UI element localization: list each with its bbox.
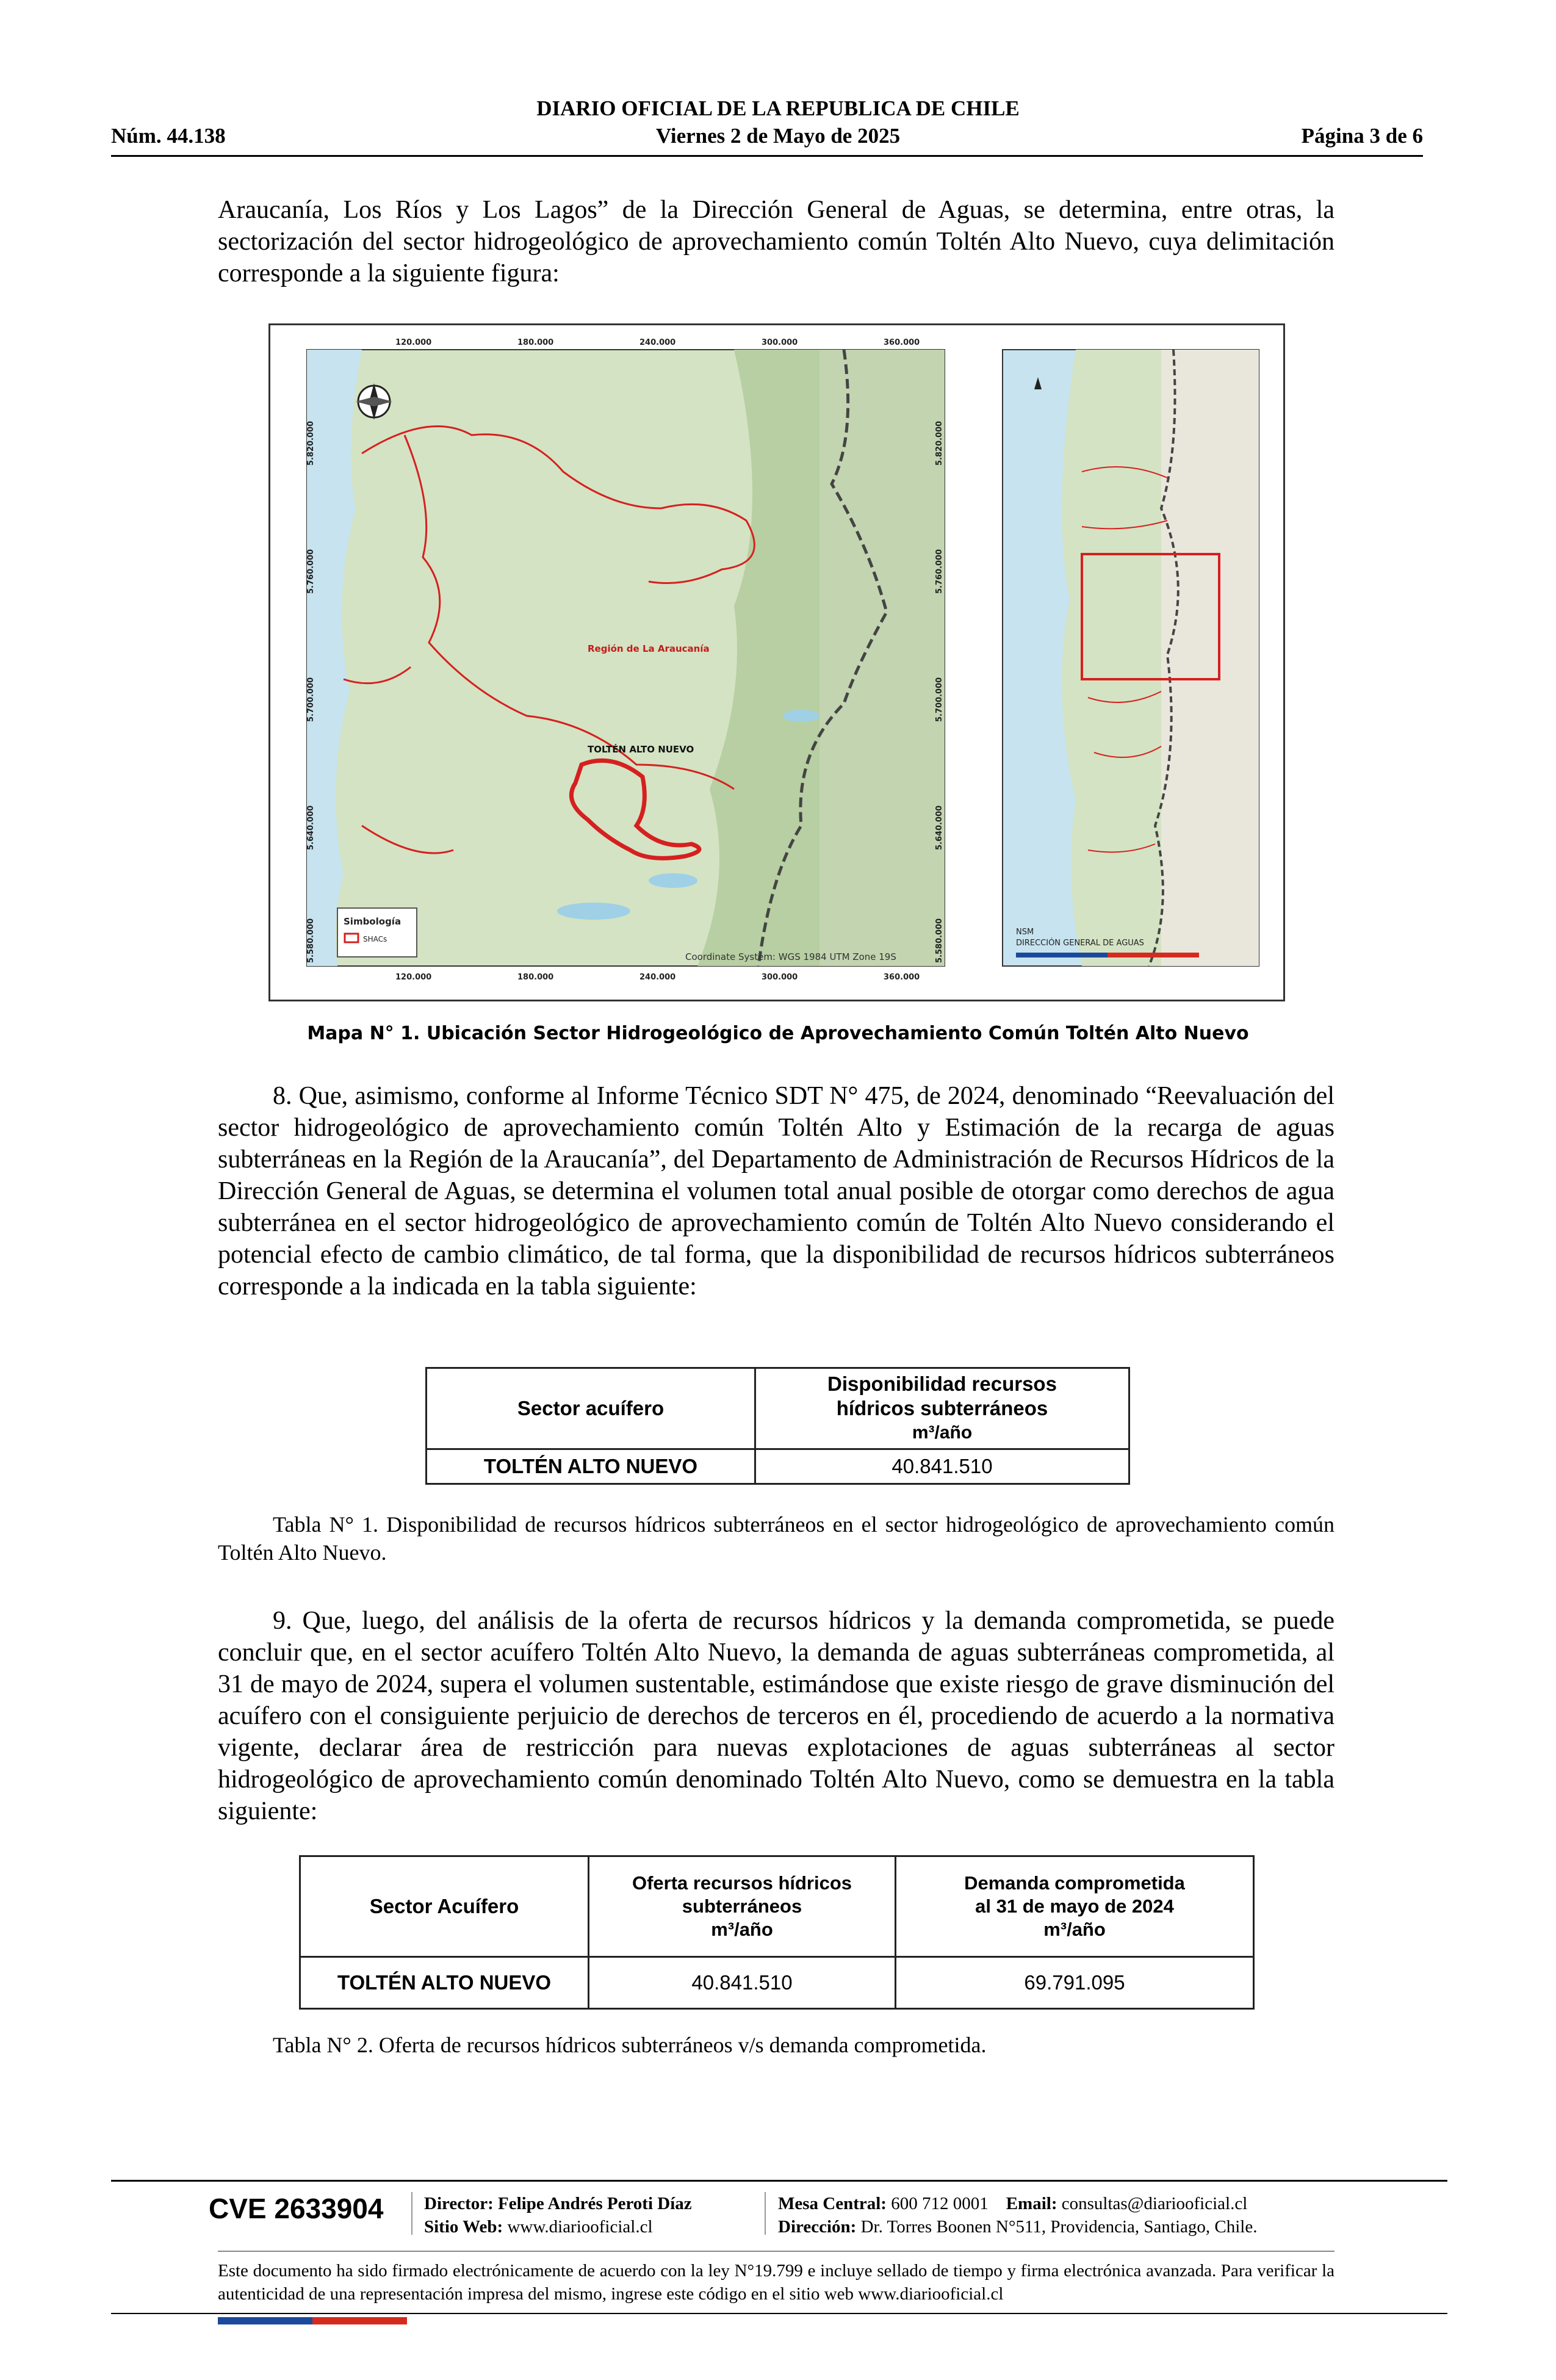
address-value: Dr. Torres Boonen N°511, Providencia, Santiago, Chile. bbox=[860, 2217, 1258, 2237]
map-legend bbox=[337, 908, 417, 957]
table2-header-sector: Sector Acuífero bbox=[300, 1856, 589, 1957]
issue-date: Viernes 2 de Mayo de 2025 bbox=[655, 124, 901, 148]
table2-header-demand bbox=[896, 1856, 1254, 1957]
footer-divider bbox=[111, 2180, 1447, 2182]
director-label: Director: bbox=[424, 2194, 494, 2213]
location-map bbox=[268, 323, 1285, 1001]
table1-header-availability bbox=[755, 1368, 1129, 1449]
map-x-tick: 300.000 bbox=[762, 338, 798, 347]
map-y-tick: 5.700.000 bbox=[306, 677, 315, 722]
mesa-phone: 600 712 0001 bbox=[891, 2194, 989, 2213]
map-x-tick: 360.000 bbox=[884, 338, 920, 347]
map-y-tick: 5.760.000 bbox=[935, 549, 944, 594]
map-region-label: Región de La Araucanía bbox=[588, 643, 710, 654]
table1-header-sector: Sector acuífero bbox=[427, 1368, 755, 1449]
map-y-tick: 5.700.000 bbox=[935, 677, 944, 722]
map-y-tick: 5.580.000 bbox=[306, 918, 315, 963]
table1-row-sector: TOLTÉN ALTO NUEVO bbox=[427, 1449, 755, 1484]
page-number: Página 3 de 6 bbox=[1301, 124, 1423, 148]
cve-code: CVE 2633904 bbox=[209, 2193, 384, 2224]
address-label: Dirección: bbox=[778, 2217, 857, 2237]
table1-header-unit: m³/año bbox=[912, 1423, 973, 1443]
map-y-tick: 5.640.000 bbox=[935, 805, 944, 850]
footer-director-block bbox=[424, 2192, 692, 2238]
availability-table bbox=[425, 1367, 1130, 1485]
coordinate-system: Coordinate System: WGS 1984 UTM Zone 19S bbox=[685, 951, 896, 962]
map-x-tick: 300.000 bbox=[762, 973, 798, 982]
map-x-tick: 360.000 bbox=[884, 973, 920, 982]
map-x-tick: 180.000 bbox=[517, 338, 554, 347]
legend-item: SHACs bbox=[363, 935, 387, 943]
map-sector-label: TOLTÉN ALTO NUEVO bbox=[588, 744, 694, 755]
map-x-tick: 120.000 bbox=[395, 973, 432, 982]
footer-contact-block bbox=[778, 2192, 1257, 2238]
footer-separator bbox=[765, 2192, 766, 2235]
inset-credit-nsm: NSM bbox=[1016, 928, 1034, 937]
footer-legal-notice: Este documento ha sido firmado electrónicamente de acuerdo con la ley N°19.799 e incluye sellado de tiempo y firma electrónica avanzada. Para verificar la autenticidad de una representación impresa del mismo, ingrese este código en el sitio web www.diariooficial.cl bbox=[218, 2261, 1334, 2304]
map-y-tick: 5.820.000 bbox=[306, 420, 315, 466]
mesa-label: Mesa Central: bbox=[778, 2194, 887, 2213]
map-x-tick: 240.000 bbox=[639, 338, 676, 347]
email-label: Email: bbox=[1006, 2194, 1057, 2213]
intro-paragraph: Araucanía, Los Ríos y Los Lagos” de la Dirección General de Aguas, se determina, entre otras, la sectorización del sector hidrogeológico de aprovechamiento común Toltén Alto Nuevo, cuya delimitación corresponde a la siguiente figura: bbox=[218, 196, 1334, 287]
table1-header-line1: Disponibilidad recursos bbox=[827, 1372, 1057, 1395]
supply-demand-table bbox=[299, 1855, 1255, 2010]
map-caption: Mapa N° 1. Ubicación Sector Hidrogeológico de Aprovechamiento Común Toltén Alto Nuevo bbox=[307, 1023, 1249, 1044]
paragraph-8: 8. Que, asimismo, conforme al Informe Técnico SDT N° 475, de 2024, denominado “Reevaluación del sector hidrogeológico de aprovechamiento común Toltén Alto y Estimación de la recarga de aguas subterráneas en la Región de la Araucanía”, del Departamento de Administración de Recursos Hídricos de la Dirección General de Aguas, se determina el volumen total anual posible de otorgar como derechos de agua subterránea en el sector hidrogeológico de aprovechamiento común de Toltén Alto Nuevo considerando el potencial efecto de cambio climático, de tal forma, que la disponibilidad de recursos hídricos subterráneos corresponde a la indicada en la tabla siguiente: bbox=[218, 1082, 1334, 1300]
footer-separator bbox=[411, 2192, 412, 2235]
table1-header-line2: hídricos subterráneos bbox=[836, 1397, 1048, 1419]
table2-row-sector: TOLTÉN ALTO NUEVO bbox=[300, 1957, 589, 2009]
table1-row-value: 40.841.510 bbox=[755, 1449, 1129, 1484]
issue-number: Núm. 44.138 bbox=[111, 124, 226, 148]
table2-demand-line1: Demanda comprometida bbox=[964, 1872, 1185, 1894]
table2-supply-unit: m³/año bbox=[711, 1919, 773, 1940]
email-link[interactable]: consultas@diariooficial.cl bbox=[1061, 2194, 1248, 2213]
map-y-tick: 5.640.000 bbox=[306, 805, 315, 850]
flag-stripe-blue bbox=[218, 2317, 312, 2324]
footer-inner-divider bbox=[218, 2251, 1334, 2252]
table2-row-demand: 69.791.095 bbox=[896, 1957, 1254, 2009]
map-x-tick: 240.000 bbox=[639, 973, 676, 982]
web-label: Sitio Web: bbox=[424, 2217, 503, 2237]
director-name: Felipe Andrés Peroti Díaz bbox=[498, 2194, 692, 2213]
map-y-tick: 5.820.000 bbox=[935, 420, 944, 466]
inset-credit-dga: DIRECCIÓN GENERAL DE AGUAS bbox=[1016, 939, 1144, 948]
table2-supply-line2: subterráneos bbox=[682, 1895, 802, 1917]
table2-header-supply bbox=[589, 1856, 896, 1957]
paragraph-9: 9. Que, luego, del análisis de la oferta de recursos hídricos y la demanda comprometida, se puede concluir que, en el sector acuífero Toltén Alto Nuevo, la demanda de aguas subterráneas comprometida, al 31 de mayo de 2024, supera el volumen sustentable, estimándose que existe riesgo de grave disminución del acuífero con el consiguiente perjuicio de derechos de terceros en él, procediendo de acuerdo a la normativa vigente, declarar área de restricción para nuevas explotaciones de aguas subterráneas al sector hidrogeológico de aprovechamiento común denominado Toltén Alto Nuevo, como se demuestra en la tabla siguiente: bbox=[218, 1607, 1334, 1825]
table2-demand-line2: al 31 de mayo de 2024 bbox=[975, 1895, 1174, 1917]
map-y-tick: 5.760.000 bbox=[306, 549, 315, 594]
table2-row-supply: 40.841.510 bbox=[589, 1957, 896, 2009]
web-link[interactable]: www.diariooficial.cl bbox=[507, 2217, 653, 2237]
map-x-tick: 120.000 bbox=[395, 338, 432, 347]
table2-demand-unit: m³/año bbox=[1043, 1919, 1106, 1940]
map-y-tick: 5.580.000 bbox=[935, 918, 944, 963]
table2-caption: Tabla N° 2. Oferta de recursos hídricos subterráneos v/s demanda comprometida. bbox=[273, 2033, 987, 2057]
table1-caption: Tabla N° 1. Disponibilidad de recursos hídricos subterráneos en el sector hidrogeológico de aprovechamiento común Toltén Alto Nuevo. bbox=[218, 1512, 1334, 1565]
footer-bottom-divider bbox=[111, 2313, 1447, 2314]
map-x-tick: 180.000 bbox=[517, 973, 554, 982]
legend-title: Simbología bbox=[344, 916, 402, 927]
newspaper-title: DIARIO OFICIAL DE LA REPUBLICA DE CHILE bbox=[536, 96, 1020, 120]
header-divider bbox=[111, 155, 1423, 157]
table2-supply-line1: Oferta recursos hídricos bbox=[632, 1872, 852, 1894]
flag-stripe-red bbox=[312, 2317, 407, 2324]
